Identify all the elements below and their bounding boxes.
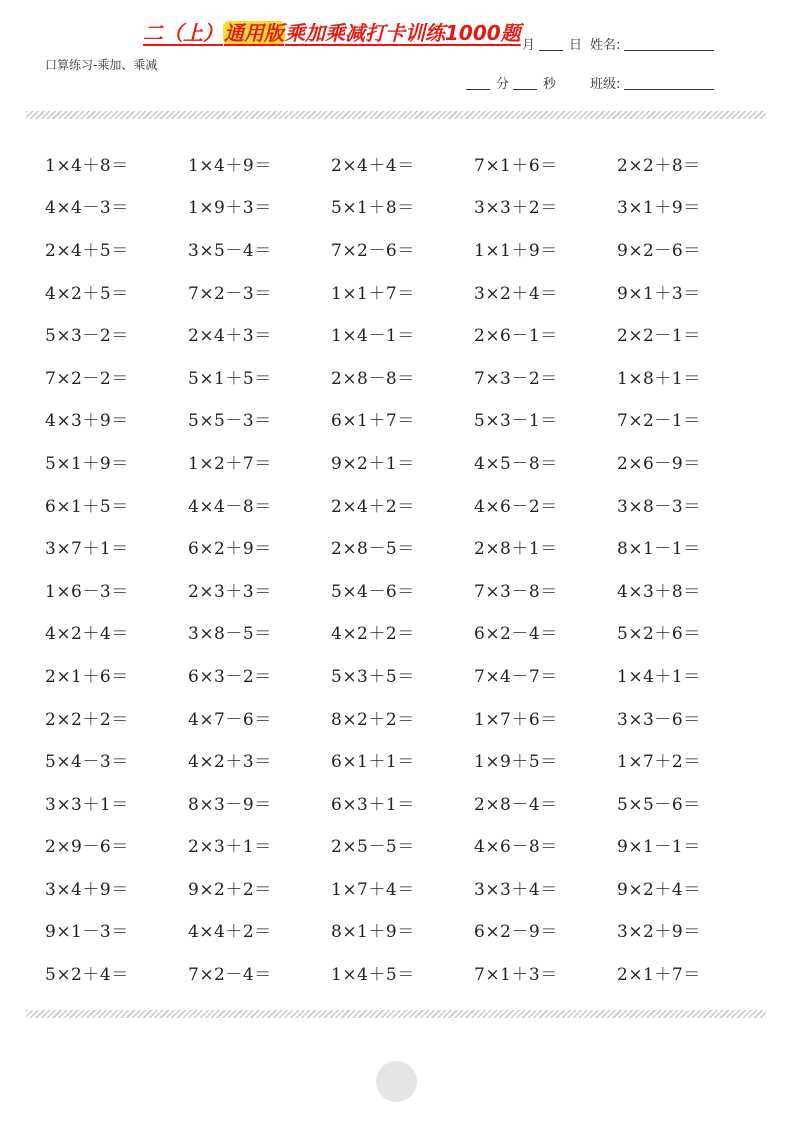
second-blank[interactable] bbox=[513, 77, 537, 90]
problem-item: 9×1－1＝ bbox=[617, 837, 701, 858]
problem-item: 5×4－6＝ bbox=[331, 581, 415, 602]
problem-row bbox=[45, 270, 765, 313]
problem-item: 1×6－3＝ bbox=[45, 581, 129, 602]
problem-item: 2×4＋5＝ bbox=[45, 240, 129, 261]
problem-item: 4×2＋5＝ bbox=[45, 283, 129, 304]
problem-item: 1×1＋7＝ bbox=[331, 283, 415, 304]
problem-item: 2×8－8＝ bbox=[331, 368, 415, 389]
problem-item: 6×1＋7＝ bbox=[331, 411, 415, 432]
problem-item: 4×6－8＝ bbox=[474, 837, 558, 858]
problem-item: 4×2＋3＝ bbox=[188, 752, 272, 773]
problem-item: 6×2＋9＝ bbox=[188, 539, 272, 560]
name-field bbox=[590, 34, 714, 53]
problem-item: 9×2－6＝ bbox=[617, 240, 701, 261]
problem-item: 7×4－7＝ bbox=[474, 666, 558, 687]
problem-item: 2×2＋2＝ bbox=[45, 709, 129, 730]
title-edition-highlight: 通用版 bbox=[224, 21, 284, 45]
problem-item: 2×1＋6＝ bbox=[45, 666, 129, 687]
problem-item: 7×2－1＝ bbox=[617, 411, 701, 432]
problem-row bbox=[45, 398, 765, 441]
day-blank[interactable] bbox=[539, 38, 563, 51]
problem-item: 2×8－4＝ bbox=[474, 794, 558, 815]
problem-row bbox=[45, 653, 765, 696]
problem-item: 5×5－3＝ bbox=[188, 411, 272, 432]
problem-item: 2×3＋3＝ bbox=[188, 581, 272, 602]
class-field bbox=[590, 73, 714, 92]
problem-item: 4×2＋4＝ bbox=[45, 624, 129, 645]
problem-item: 1×7＋6＝ bbox=[474, 709, 558, 730]
problem-item: 3×3＋4＝ bbox=[474, 879, 558, 900]
problem-row bbox=[45, 568, 765, 611]
problem-row bbox=[45, 142, 765, 185]
top-divider bbox=[26, 111, 766, 119]
problem-item: 1×4＋8＝ bbox=[45, 155, 129, 176]
problem-row bbox=[45, 824, 765, 867]
problem-item: 4×6－2＝ bbox=[474, 496, 558, 517]
problem-item: 2×8－5＝ bbox=[331, 539, 415, 560]
problem-item: 1×7＋2＝ bbox=[617, 752, 701, 773]
worksheet-subtitle: 口算练习-乘加、乘减 bbox=[45, 58, 158, 72]
problem-grid bbox=[45, 142, 765, 994]
problem-row bbox=[45, 611, 765, 654]
problem-item: 3×4＋9＝ bbox=[45, 879, 129, 900]
name-blank[interactable] bbox=[624, 38, 714, 51]
problem-row bbox=[45, 696, 765, 739]
problem-row bbox=[45, 355, 765, 398]
problem-item: 8×1－1＝ bbox=[617, 539, 701, 560]
problem-item: 1×9＋3＝ bbox=[188, 198, 272, 219]
problem-item: 7×3－8＝ bbox=[474, 581, 558, 602]
problem-item: 2×1＋7＝ bbox=[617, 965, 701, 986]
problem-item: 4×4－8＝ bbox=[188, 496, 272, 517]
problem-item: 5×2＋6＝ bbox=[617, 624, 701, 645]
problem-item: 5×3＋5＝ bbox=[331, 666, 415, 687]
problem-item: 9×2＋2＝ bbox=[188, 879, 272, 900]
problem-item: 5×4－3＝ bbox=[45, 752, 129, 773]
problem-item: 3×2＋4＝ bbox=[474, 283, 558, 304]
problem-item: 2×4＋3＝ bbox=[188, 326, 272, 347]
problem-item: 2×4＋2＝ bbox=[331, 496, 415, 517]
day-label: 日 bbox=[569, 38, 583, 53]
problem-item: 5×1＋5＝ bbox=[188, 368, 272, 389]
problem-item: 3×8－3＝ bbox=[617, 496, 701, 517]
problem-item: 3×3＋1＝ bbox=[45, 794, 129, 815]
problem-item: 9×1＋3＝ bbox=[617, 283, 701, 304]
title-grade: 二（上） bbox=[143, 21, 223, 45]
date-field bbox=[522, 34, 582, 53]
problem-row bbox=[45, 185, 765, 228]
problem-item: 5×3－1＝ bbox=[474, 411, 558, 432]
problem-item: 4×2＋2＝ bbox=[331, 624, 415, 645]
problem-item: 6×1＋5＝ bbox=[45, 496, 129, 517]
problem-item: 7×1＋3＝ bbox=[474, 965, 558, 986]
problem-item: 5×3－2＝ bbox=[45, 326, 129, 347]
problem-item: 1×4＋9＝ bbox=[188, 155, 272, 176]
month-label: 月 bbox=[522, 38, 536, 53]
problem-item: 7×2－6＝ bbox=[331, 240, 415, 261]
problem-item: 6×3－2＝ bbox=[188, 666, 272, 687]
problem-item: 1×4－1＝ bbox=[331, 326, 415, 347]
problem-item: 1×7＋4＝ bbox=[331, 879, 415, 900]
problem-item: 2×6－9＝ bbox=[617, 453, 701, 474]
problem-item: 2×8＋1＝ bbox=[474, 539, 558, 560]
problem-item: 8×2＋2＝ bbox=[331, 709, 415, 730]
problem-item: 6×1＋1＝ bbox=[331, 752, 415, 773]
problem-item: 9×2＋4＝ bbox=[617, 879, 701, 900]
problem-row bbox=[45, 440, 765, 483]
problem-item: 1×2＋7＝ bbox=[188, 453, 272, 474]
problem-item: 4×3＋9＝ bbox=[45, 411, 129, 432]
problem-item: 6×2－4＝ bbox=[474, 624, 558, 645]
problem-item: 2×6－1＝ bbox=[474, 326, 558, 347]
name-label: 姓名: bbox=[590, 38, 621, 53]
problem-item: 6×3＋1＝ bbox=[331, 794, 415, 815]
problem-item: 7×3－2＝ bbox=[474, 368, 558, 389]
problem-item: 8×3－9＝ bbox=[188, 794, 272, 815]
class-blank[interactable] bbox=[624, 77, 714, 90]
problem-item: 1×9＋5＝ bbox=[474, 752, 558, 773]
problem-item: 4×4－3＝ bbox=[45, 198, 129, 219]
problem-item: 3×3＋2＝ bbox=[474, 198, 558, 219]
page-indicator bbox=[376, 1061, 417, 1102]
problem-item: 1×1＋9＝ bbox=[474, 240, 558, 261]
problem-item: 3×7＋1＝ bbox=[45, 539, 129, 560]
problem-item: 5×1＋9＝ bbox=[45, 453, 129, 474]
problem-item: 2×2＋8＝ bbox=[617, 155, 701, 176]
problem-item: 2×3＋1＝ bbox=[188, 837, 272, 858]
problem-item: 1×8＋1＝ bbox=[617, 368, 701, 389]
problem-item: 5×2＋4＝ bbox=[45, 965, 129, 986]
problem-item: 7×2－3＝ bbox=[188, 283, 272, 304]
problem-row bbox=[45, 312, 765, 355]
problem-item: 7×2－2＝ bbox=[45, 368, 129, 389]
problem-row bbox=[45, 738, 765, 781]
problem-item: 4×5－8＝ bbox=[474, 453, 558, 474]
problem-item: 1×4＋1＝ bbox=[617, 666, 701, 687]
worksheet-title bbox=[143, 18, 521, 48]
problem-item: 4×4＋2＝ bbox=[188, 922, 272, 943]
problem-item: 9×1－3＝ bbox=[45, 922, 129, 943]
problem-item: 5×5－6＝ bbox=[617, 794, 701, 815]
minute-label: 分 bbox=[496, 77, 510, 92]
problem-item: 9×2＋1＝ bbox=[331, 453, 415, 474]
problem-item: 2×4＋4＝ bbox=[331, 155, 415, 176]
problem-item: 3×3－6＝ bbox=[617, 709, 701, 730]
second-label: 秒 bbox=[543, 77, 557, 92]
problem-item: 8×1＋9＝ bbox=[331, 922, 415, 943]
problem-item: 2×9－6＝ bbox=[45, 837, 129, 858]
problem-row bbox=[45, 227, 765, 270]
problem-item: 2×2－1＝ bbox=[617, 326, 701, 347]
problem-row bbox=[45, 525, 765, 568]
problem-item: 3×8－5＝ bbox=[188, 624, 272, 645]
class-label: 班级: bbox=[590, 77, 621, 92]
title-topic: 乘加乘减打卡训练1000题 bbox=[285, 21, 521, 45]
problem-item: 4×3＋8＝ bbox=[617, 581, 701, 602]
problem-item: 1×4＋5＝ bbox=[331, 965, 415, 986]
problem-item: 3×1＋9＝ bbox=[617, 198, 701, 219]
minute-blank[interactable] bbox=[466, 77, 490, 90]
problem-row bbox=[45, 951, 765, 994]
problem-item: 6×2－9＝ bbox=[474, 922, 558, 943]
bottom-divider bbox=[26, 1010, 766, 1018]
problem-item: 7×2－4＝ bbox=[188, 965, 272, 986]
problem-item: 5×1＋8＝ bbox=[331, 198, 415, 219]
time-field bbox=[466, 73, 556, 92]
problem-item: 2×5－5＝ bbox=[331, 837, 415, 858]
problem-row bbox=[45, 909, 765, 952]
problem-item: 3×5－4＝ bbox=[188, 240, 272, 261]
problem-row bbox=[45, 781, 765, 824]
problem-row bbox=[45, 866, 765, 909]
problem-item: 4×7－6＝ bbox=[188, 709, 272, 730]
problem-row bbox=[45, 483, 765, 526]
problem-item: 3×2＋9＝ bbox=[617, 922, 701, 943]
problem-item: 7×1＋6＝ bbox=[474, 155, 558, 176]
